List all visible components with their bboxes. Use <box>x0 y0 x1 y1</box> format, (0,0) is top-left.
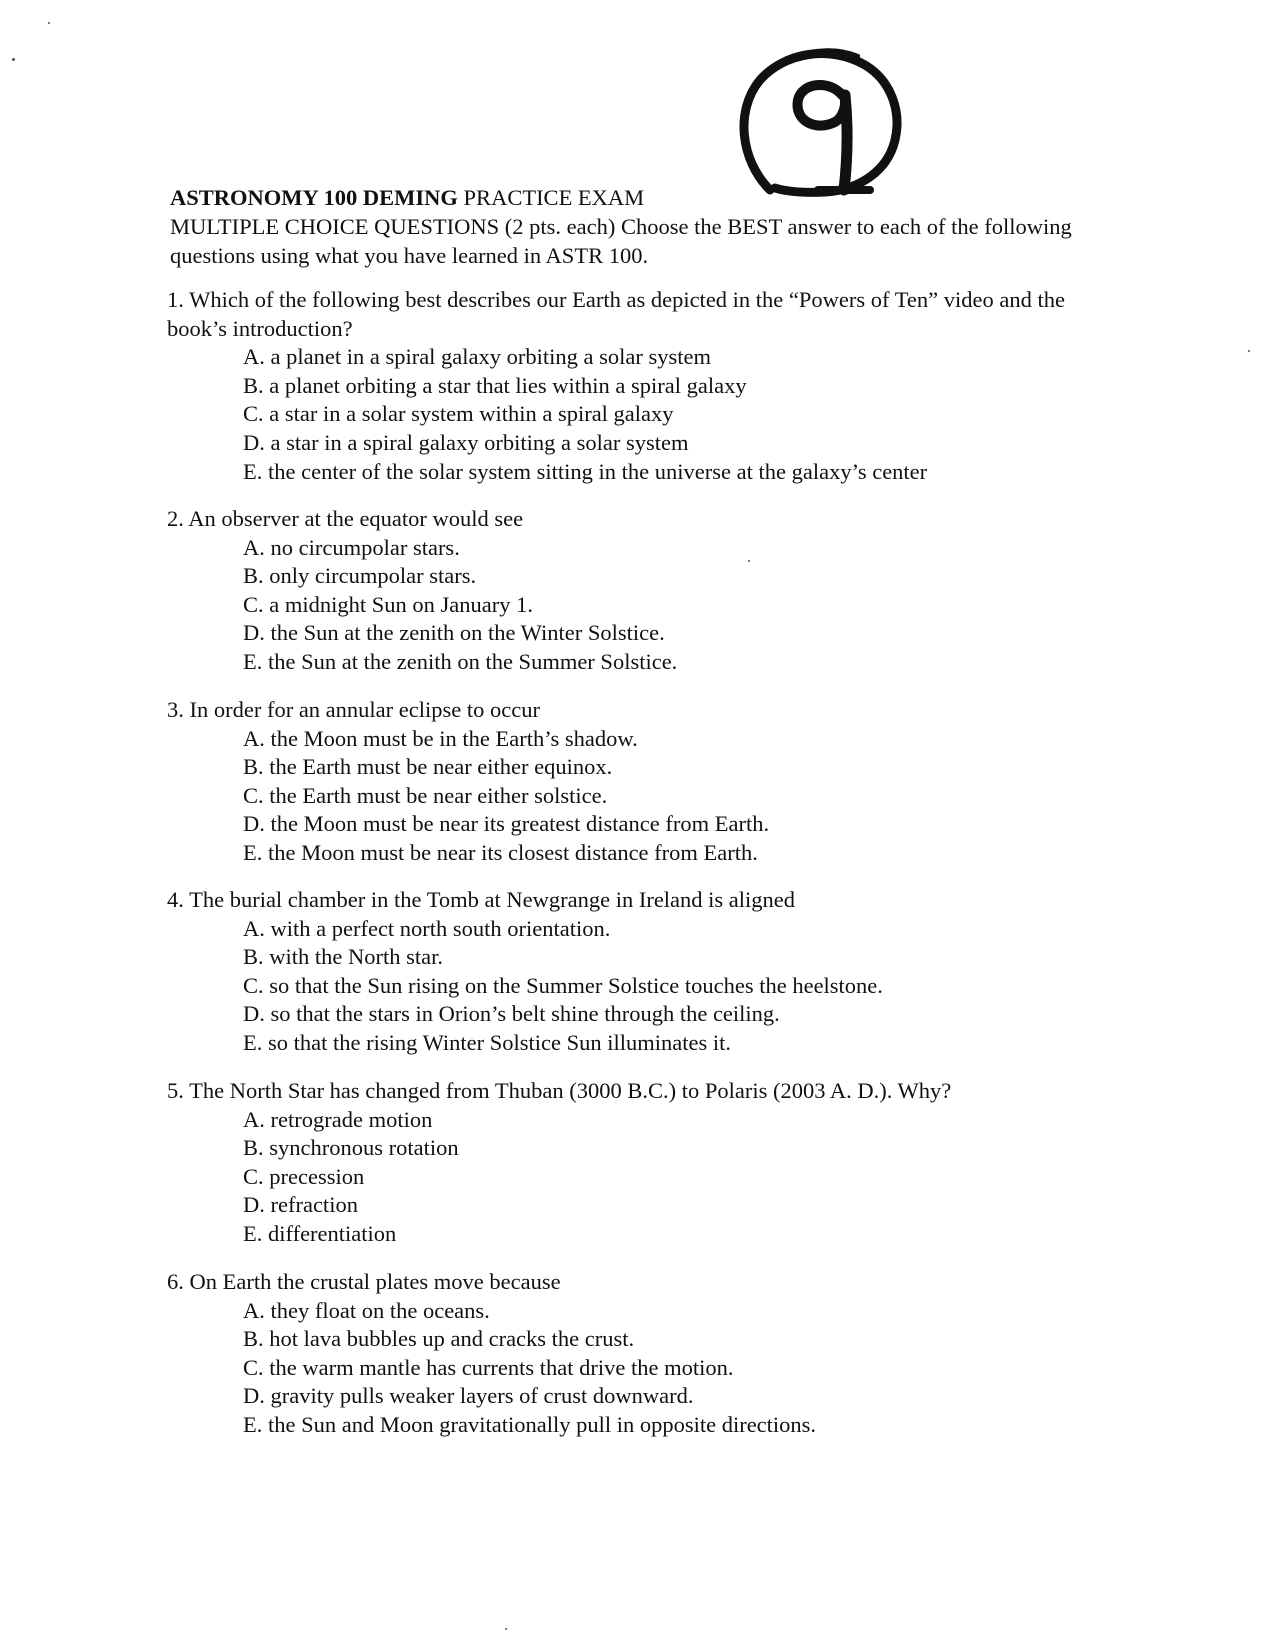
exam-type: PRACTICE EXAM <box>463 185 645 210</box>
answer-option-b: B. the Earth must be near either equinox. <box>243 754 613 780</box>
answer-option-b: B. with the North star. <box>243 944 443 970</box>
answer-option-e: E. the Sun and Moon gravitationally pull in opposite directions. <box>243 1411 817 1437</box>
answer-option-b: B. only circumpolar stars. <box>243 563 477 589</box>
question-1 <box>167 286 1067 486</box>
answer-option-b: B. a planet orbiting a star that lies within a spiral galaxy <box>243 372 747 398</box>
answer-option-e: E. the Sun at the zenith on the Summer Solstice. <box>243 648 678 674</box>
answer-options <box>167 915 1067 1058</box>
answer-option-d: D. the Sun at the zenith on the Winter Solstice. <box>243 620 665 646</box>
question-stem: 1. Which of the following best describes our Earth as depicted in the “Powers of Ten” video and the book’s introduction? <box>167 287 1065 341</box>
question-5 <box>167 1077 1067 1249</box>
question-stem: 5. The North Star has changed from Thuban (3000 B.C.) to Polaris (2003 A. D.). Why? <box>167 1078 952 1103</box>
answer-option-d: D. so that the stars in Orion’s belt shine through the ceiling. <box>243 1001 780 1027</box>
answer-option-c: C. precession <box>243 1163 365 1189</box>
answer-option-d: D. a star in a spiral galaxy orbiting a solar system <box>243 429 689 455</box>
scan-speck <box>1248 350 1250 352</box>
answer-option-d: D. the Moon must be near its greatest distance from Earth. <box>243 811 770 837</box>
question-4 <box>167 886 1067 1058</box>
answer-option-c: C. a midnight Sun on January 1. <box>243 591 533 617</box>
scan-speck <box>748 560 750 562</box>
answer-option-e: E. the Moon must be near its closest distance from Earth. <box>243 839 758 865</box>
answer-option-d: D. gravity pulls weaker layers of crust downward. <box>243 1383 694 1409</box>
answer-options <box>167 343 1067 486</box>
answer-option-e: E. the center of the solar system sitting in the universe at the galaxy’s center <box>243 458 928 484</box>
question-3 <box>167 696 1067 868</box>
question-stem: 3. In order for an annular eclipse to occur <box>167 697 540 722</box>
answer-options <box>167 534 1067 677</box>
answer-option-a: A. a planet in a spiral galaxy orbiting a solar system <box>243 344 712 370</box>
answer-option-c: C. the warm mantle has currents that drive the motion. <box>243 1354 734 1380</box>
course-title: ASTRONOMY 100 DEMING <box>170 185 458 210</box>
question-2 <box>167 505 1067 677</box>
question-6 <box>167 1268 1067 1440</box>
answer-option-c: C. a star in a solar system within a spiral galaxy <box>243 401 674 427</box>
question-stem: 6. On Earth the crustal plates move because <box>167 1269 561 1294</box>
exam-title <box>170 183 1090 212</box>
answer-option-a: A. no circumpolar stars. <box>243 534 460 560</box>
question-stem: 4. The burial chamber in the Tomb at Newgrange in Ireland is aligned <box>167 887 796 912</box>
scan-speck <box>505 1628 507 1630</box>
answer-option-a: A. retrograde motion <box>243 1106 433 1132</box>
exam-header <box>170 183 1090 270</box>
answer-options <box>167 725 1067 868</box>
scan-speck <box>12 58 15 61</box>
scan-speck <box>48 22 50 24</box>
answer-option-e: E. so that the rising Winter Solstice Sun illuminates it. <box>243 1029 732 1055</box>
answer-option-e: E. differentiation <box>243 1220 397 1246</box>
answer-option-b: B. hot lava bubbles up and cracks the crust. <box>243 1326 635 1352</box>
answer-option-d: D. refraction <box>243 1192 358 1218</box>
answer-options <box>167 1297 1067 1440</box>
answer-option-a: A. with a perfect north south orientation. <box>243 915 611 941</box>
question-stem: 2. An observer at the equator would see <box>167 506 524 531</box>
answer-option-a: A. they float on the oceans. <box>243 1297 490 1323</box>
answer-option-a: A. the Moon must be in the Earth’s shadow. <box>243 725 638 751</box>
answer-option-b: B. synchronous rotation <box>243 1135 459 1161</box>
answer-options <box>167 1106 1067 1249</box>
instructions-text: MULTIPLE CHOICE QUESTIONS (2 pts. each) Choose the BEST answer to each of the following questions using what you have learned in ASTR 100. <box>170 214 1072 268</box>
answer-option-c: C. so that the Sun rising on the Summer Solstice touches the heelstone. <box>243 972 883 998</box>
answer-option-c: C. the Earth must be near either solstice. <box>243 782 608 808</box>
